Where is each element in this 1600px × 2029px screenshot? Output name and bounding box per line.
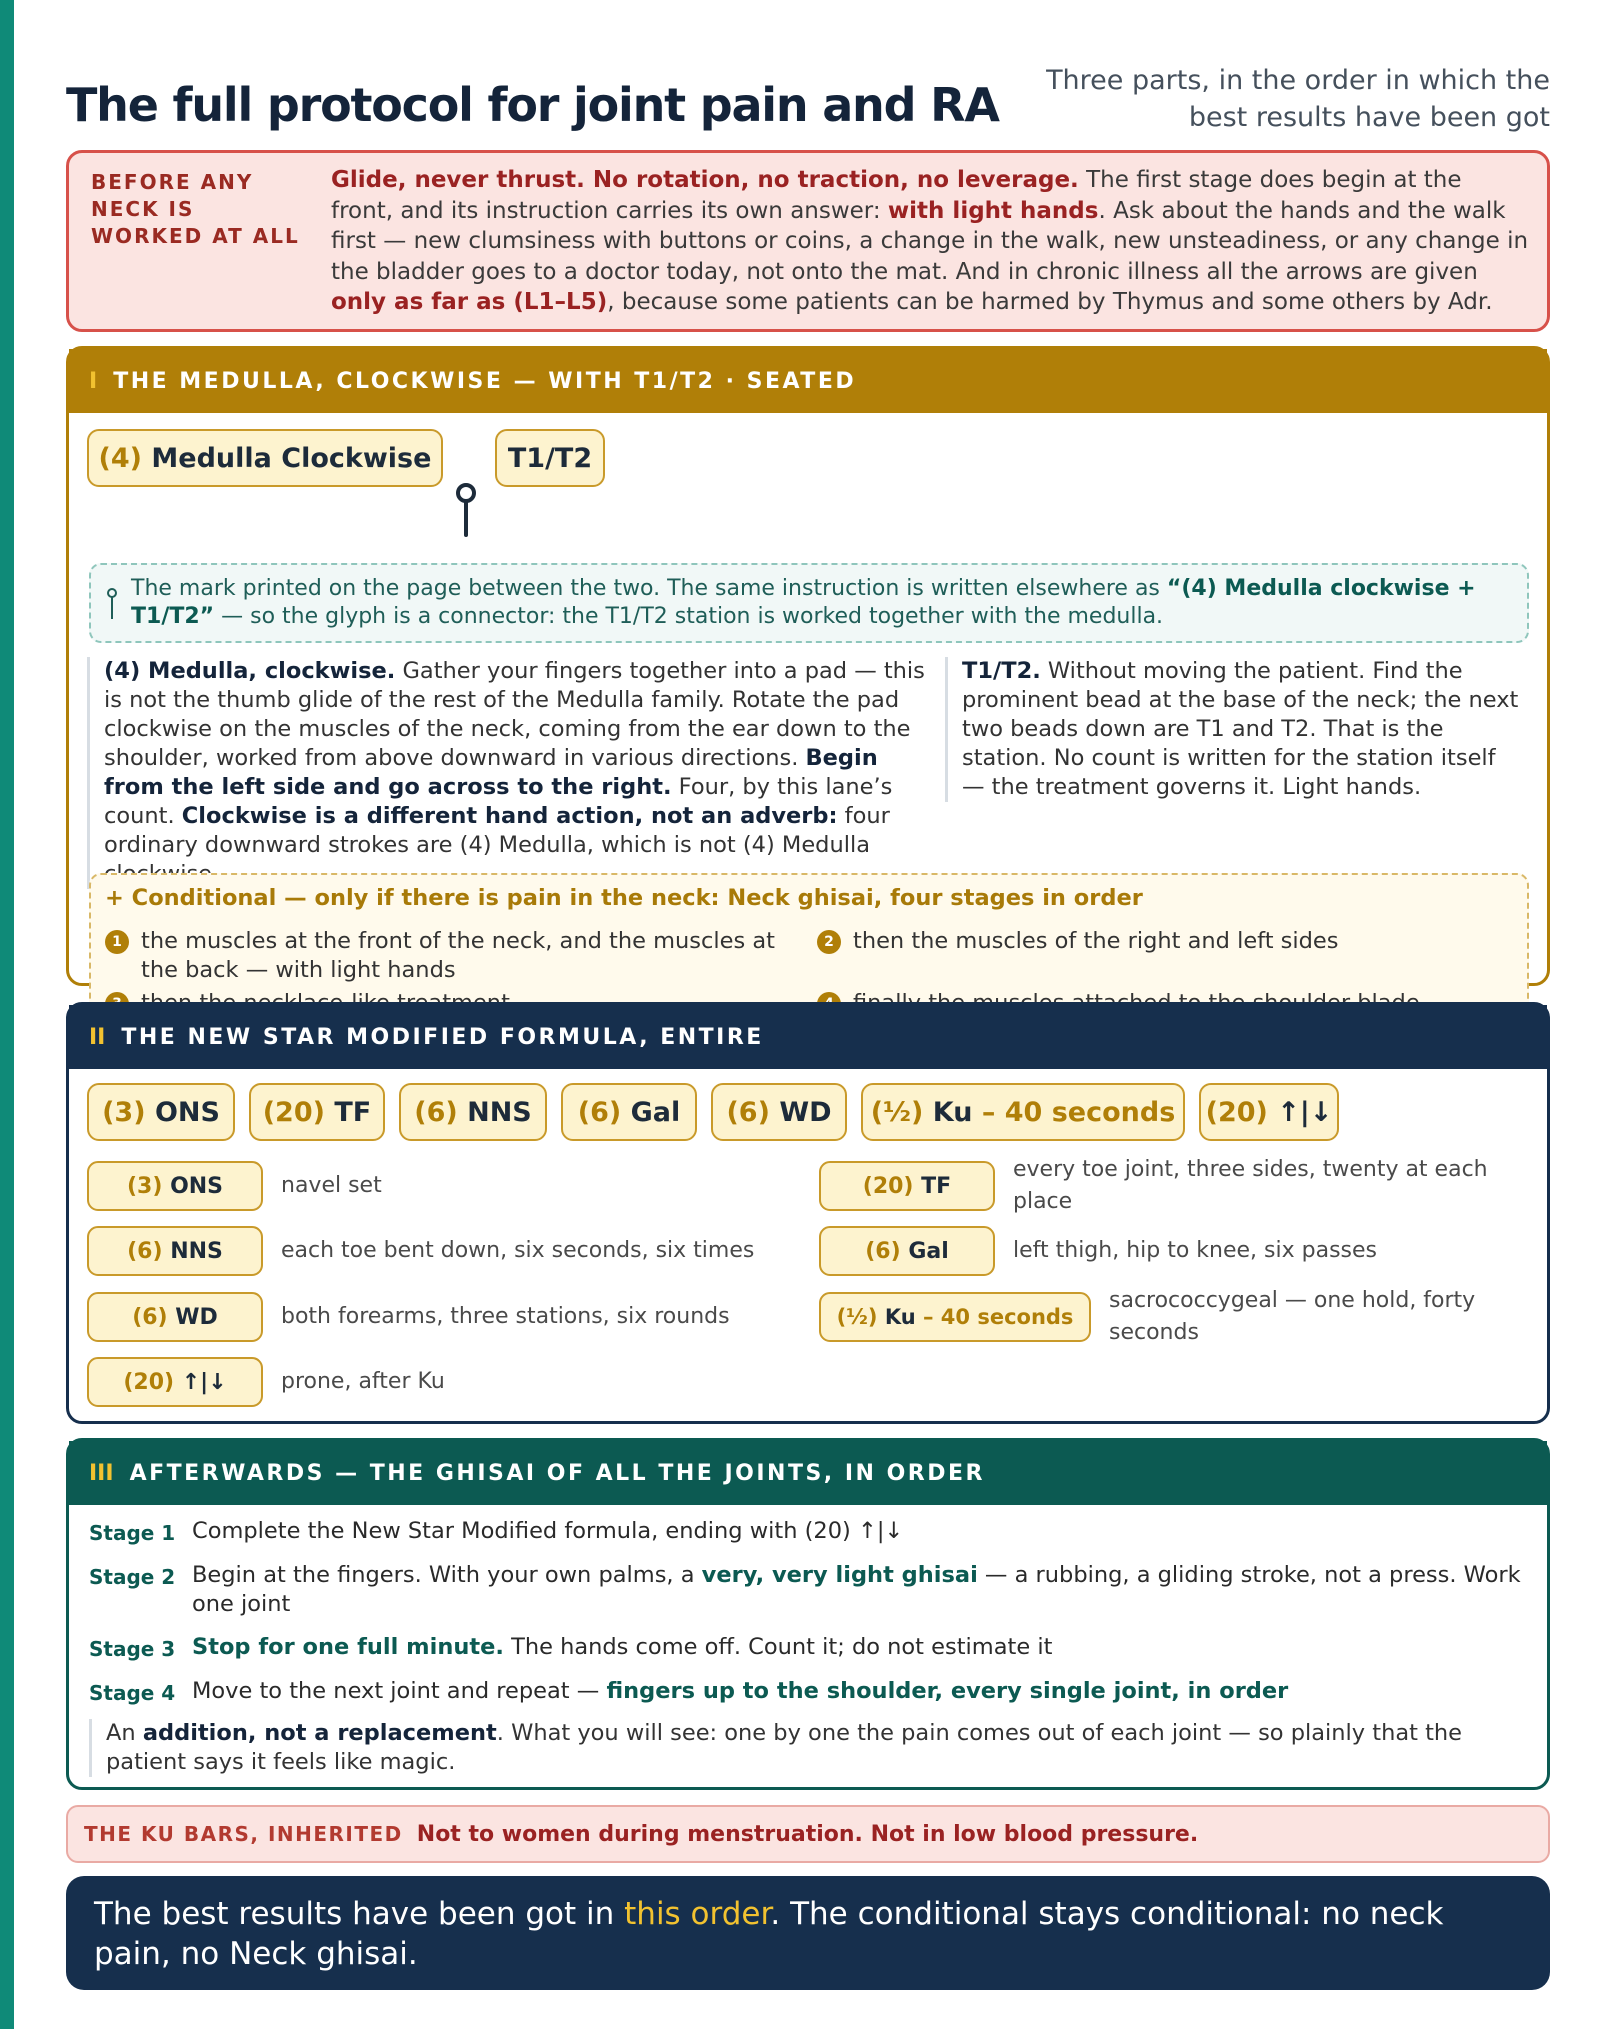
pill-count: (½) [870, 1096, 924, 1128]
ku-bars-text: Not to women during menstruation. Not in low blood pressure. [416, 1821, 1199, 1847]
stage-label: Stage 1 [89, 1521, 176, 1545]
connector-note [89, 563, 1529, 643]
page-title: The full protocol for joint pain and RA [66, 78, 999, 132]
pill-label: ↑|↓ [1277, 1096, 1333, 1128]
formula-pill [561, 1083, 697, 1141]
note-text-2: . What you will see: one by one the pain comes out of each joint — so plainly that the patient says it feels like magic. [106, 1720, 1463, 1775]
note-text-1: An [106, 1720, 143, 1746]
section-afterwards-header [69, 1441, 1547, 1505]
tag-count: (20) [862, 1173, 914, 1199]
section-medulla [66, 346, 1550, 986]
pill-count: (6) [726, 1096, 770, 1128]
tag-count: (6) [865, 1238, 901, 1264]
neck-warning-box [66, 150, 1550, 332]
formula-item-desc: sacrococcygeal — one hold, forty seconds [1109, 1288, 1476, 1345]
formula-item-desc: prone, after Ku [281, 1369, 445, 1394]
conditional-step [105, 927, 795, 985]
stage-label: Stage 3 [89, 1637, 176, 1661]
formula-pill [249, 1083, 385, 1141]
step-number-badge: 2 [817, 930, 841, 954]
pill-count: (20) [262, 1096, 325, 1128]
stage-text-part: Move to the next joint and repeat — [192, 1678, 607, 1704]
section-title: AFTERWARDS — THE GHISAI OF ALL THE JOINTS, IN ORDER [129, 1460, 985, 1486]
desc-bold-3: Clockwise is a different hand action, not an adverb: [181, 803, 838, 829]
warning-bold-1: Glide, never thrust. No rotation, no traction, no leverage. [331, 167, 1079, 193]
pill-count: (3) [102, 1096, 146, 1128]
stage-label: Stage 2 [89, 1565, 176, 1589]
stage-row [89, 1633, 1529, 1662]
note-bold: “(4) Medulla clockwise + T1/T2” [131, 576, 1476, 629]
ku-bars-label: THE KU BARS, INHERITED [84, 1822, 403, 1846]
pill-count: (20) [1205, 1096, 1268, 1128]
formula-item-tag [87, 1292, 263, 1342]
tag-label: WD [175, 1304, 218, 1330]
note-bold: addition, not a replacement [142, 1720, 497, 1746]
step-text: then the muscles of the right and left sides [853, 928, 1339, 954]
tag-count: (20) [123, 1369, 175, 1395]
formula-item-tag [87, 1226, 263, 1276]
stage-bold: very, very light ghisai [701, 1562, 978, 1588]
stage-text-part: Begin at the fingers. With your own palms, a [192, 1562, 702, 1588]
ku-bars-warning [66, 1805, 1550, 1863]
stage-text: Complete the New Star Modified formula, ending with (20) ↑|↓ [192, 1518, 904, 1544]
section-title: THE NEW STAR MODIFIED FORMULA, ENTIRE [121, 1024, 764, 1050]
medulla-clockwise-pill [87, 429, 443, 487]
tag-label: TF [921, 1173, 952, 1199]
protocol-page [66, 0, 1550, 1972]
stage-bold: Stop for one full minute. [192, 1634, 504, 1660]
stage-text [89, 1633, 1529, 1662]
pill-count: (6) [414, 1096, 458, 1128]
desc-text-3: four ordinary downward strokes are (4) Medulla, which is not (4) Medulla [104, 803, 890, 858]
closing-highlight: this order [624, 1896, 771, 1932]
tag-label: ↑|↓ [181, 1369, 227, 1395]
desc-text-2: Four, by this lane’s count. [104, 774, 893, 829]
pill-label: Ku [932, 1096, 973, 1128]
warning-text-3: , because some patients can be harmed by Thymus and some others by Adr. [607, 289, 1493, 315]
formula-item-tag [819, 1161, 995, 1211]
pill-label: Medulla Clockwise [151, 442, 432, 474]
pill-label: T1/T2 [507, 442, 593, 474]
formula-pill [1199, 1083, 1339, 1141]
formula-item-desc: navel set [281, 1173, 382, 1198]
t1-t2-pill [495, 429, 605, 487]
stage-label: Stage 4 [89, 1681, 176, 1705]
step-text: the muscles at the front of the neck, and the muscles at the back — with light hands [141, 928, 775, 983]
stage-row [89, 1561, 1529, 1619]
pill-label: WD [779, 1096, 832, 1128]
formula-item-desc: left thigh, hip to knee, six passes [1013, 1238, 1377, 1263]
formula-item-desc: both forearms, three stations, six rounds [281, 1304, 730, 1329]
tag-label: ONS [170, 1173, 224, 1199]
desc-text-1: Gather your fingers together into a pad — this is not the thumb glide of the rest of the Medulla family. Rotate the pad clockwise on the muscles of the neck, coming from the ear down to the shoulder, worked from above downward in various directions. [104, 658, 925, 771]
pill-label: ONS [154, 1096, 220, 1128]
closing-text-2: . The conditional stays conditional: no neck pain, no Neck ghisai. [94, 1896, 1444, 1972]
section-number: II [89, 1024, 106, 1050]
tag-count: (½) [836, 1305, 878, 1329]
formula-item-desc: each toe bent down, six seconds, six times [281, 1238, 755, 1263]
pill-label: TF [334, 1096, 372, 1128]
warning-text-1: The first stage does begin at the front, and its instruction carries its own answer: [331, 167, 1462, 224]
tag-label: NNS [170, 1238, 223, 1264]
pin-connector-icon [451, 481, 481, 543]
formula-item-tag [87, 1161, 263, 1211]
stage-row [89, 1677, 1529, 1706]
connector-note-text [131, 575, 1511, 631]
pill-count: (4) [98, 442, 143, 474]
section-formula-header [69, 1005, 1547, 1069]
step-number-badge: 1 [105, 930, 129, 954]
desc-bold-1: (4) Medulla, clockwise. [104, 658, 396, 684]
warning-label: BEFORE ANY NECK IS WORKED AT ALL [91, 170, 300, 248]
conditional-title: + Conditional — only if there is pain in the neck: Neck ghisai, four stages in order [105, 885, 1143, 911]
stage-text-part: — a rubbing, a gliding stroke, not a press. Work one joint [192, 1562, 1521, 1617]
tag-count: (6) [127, 1238, 163, 1264]
section-new-star-formula [66, 1002, 1550, 1424]
desc-bold: T1/T2. [962, 658, 1041, 684]
tag-extra: – 40 seconds [922, 1305, 1074, 1329]
pin-icon [105, 587, 119, 623]
formula-pill [399, 1083, 547, 1141]
formula-pill [87, 1083, 235, 1141]
stage-text [89, 1677, 1529, 1706]
tag-label: Gal [908, 1238, 949, 1264]
stage-bold: fingers up to the shoulder, every single joint, in order [606, 1678, 1289, 1704]
warning-bold-2: with light hands [887, 197, 1099, 224]
pill-extra: – 40 seconds [981, 1096, 1176, 1128]
note-text-1: The mark printed on the page between the two. The same instruction is written elsewhere as [131, 576, 1167, 601]
closing-text-1: The best results have been got in [94, 1896, 625, 1932]
section-afterwards-ghisai [66, 1438, 1550, 1790]
stage-row [89, 1517, 1529, 1546]
closing-text [94, 1894, 1524, 1974]
page-subtitle: Three parts, in the order in which the best results have been got [1046, 65, 1550, 133]
conditional-step [817, 927, 1507, 956]
formula-item-tag [819, 1292, 1091, 1342]
pill-label: NNS [467, 1096, 532, 1128]
section-number: III [89, 1460, 114, 1486]
pill-count: (6) [577, 1096, 622, 1128]
warning-text-2: . Ask about the hands and the walk first — new clumsiness with buttons or coins, a change in the walk, new unsteadiness, or any change in the bladder goes to a doctor today, not onto the mat. And in chronic illness all the arrows are given [331, 197, 1529, 285]
section-medulla-header [69, 349, 1547, 413]
page-header [66, 0, 1550, 148]
t1-t2-description [945, 657, 1525, 802]
warning-bold-3: only as far as (L1–L5) [331, 289, 608, 315]
formula-item-desc: every toe joint, three sides, twenty at each place [1013, 1157, 1488, 1214]
formula-item-tag [87, 1357, 263, 1407]
tag-label: Ku [884, 1305, 916, 1329]
stage-text [89, 1561, 1529, 1619]
medulla-clockwise-description [87, 657, 935, 889]
desc-bold-2: Begin from the left side and go across to the right. [104, 745, 878, 800]
note-text-2: — so the glyph is a connector: the T1/T2 station is worked together with the medulla. [214, 604, 1164, 629]
formula-item-tag [819, 1226, 995, 1276]
left-accent-stripe [0, 0, 14, 2029]
desc-text: Without moving the patient. Find the prominent bead at the base of the neck; the next two beads down are T1 and T2. That is the station. No count is written for the station itself — the treatment governs it. Light hands. [962, 658, 1519, 800]
stage-text-part: The hands come off. Count it; do not estimate it [503, 1634, 1053, 1660]
formula-pill [711, 1083, 847, 1141]
warning-text [331, 165, 1529, 318]
pill-label: Gal [630, 1096, 681, 1128]
tag-count: (6) [132, 1304, 168, 1330]
afterwards-note [89, 1719, 1529, 1777]
closing-banner [66, 1876, 1550, 1990]
section-number: I [89, 368, 98, 394]
tag-count: (3) [126, 1173, 163, 1199]
section-title: THE MEDULLA, CLOCKWISE — WITH T1/T2 · SEATED [113, 368, 857, 394]
formula-pill [861, 1083, 1185, 1141]
